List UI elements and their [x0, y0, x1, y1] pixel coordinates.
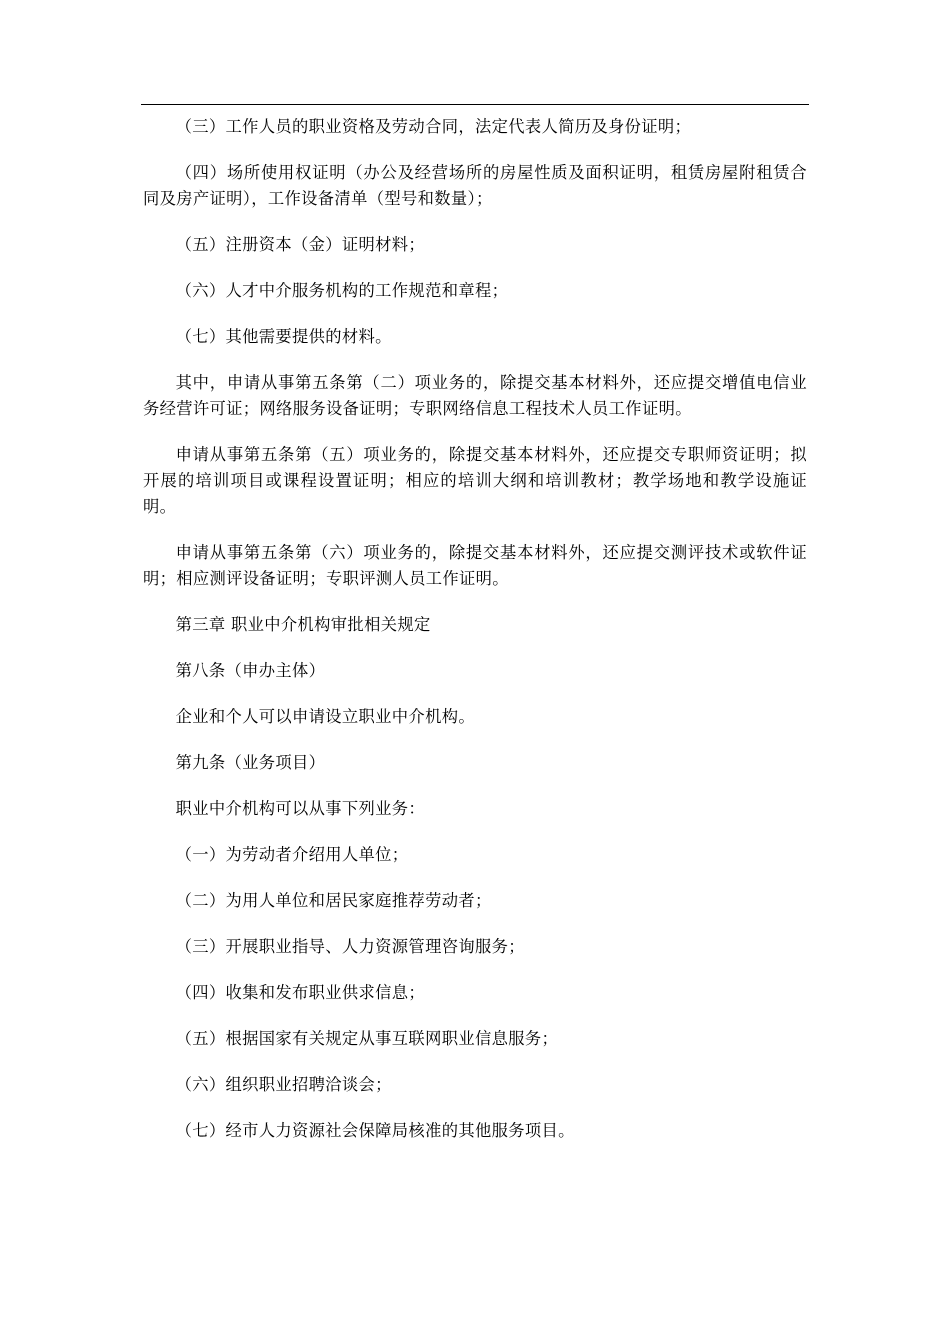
list-item: （七）经市人力资源社会保障局核准的其他服务项目。 [175, 1121, 575, 1140]
article-heading: 第九条（业务项目） [175, 753, 326, 772]
paragraph: （五）注册资本（金）证明材料； [175, 235, 426, 254]
paragraph: 企业和个人可以申请设立职业中介机构。 [175, 707, 475, 726]
paragraph: （六）人才中介服务机构的工作规范和章程； [175, 281, 509, 300]
list-item: （五）根据国家有关规定从事互联网职业信息服务； [175, 1029, 559, 1048]
list-item: （一）为劳动者介绍用人单位； [175, 845, 409, 864]
list-item: （六）组织职业招聘洽谈会； [175, 1075, 392, 1094]
chapter-heading: 第三章 职业中介机构审批相关规定 [175, 615, 431, 634]
paragraph: （七）其他需要提供的材料。 [175, 327, 392, 346]
header-rule [141, 104, 809, 105]
paragraph: 申请从事第五条第（五）项业务的，除提交基本材料外，还应提交专职师资证明；拟开展的培训项目或课程设置证明；相应的培训大纲和培训教材；教学场地和教学设施证明。 [143, 445, 807, 516]
paragraph: （四）场所使用权证明（办公及经营场所的房屋性质及面积证明，租赁房屋附租赁合同及房产证明），工作设备清单（型号和数量）； [143, 163, 807, 208]
document-body [143, 114, 807, 1144]
article-heading: 第八条（申办主体） [175, 661, 326, 680]
list-item: （三）开展职业指导、人力资源管理咨询服务； [175, 937, 525, 956]
paragraph: 职业中介机构可以从事下列业务： [175, 799, 426, 818]
paragraph: 申请从事第五条第（六）项业务的，除提交基本材料外，还应提交测评技术或软件证明；相应测评设备证明；专职评测人员工作证明。 [143, 543, 807, 588]
list-item: （二）为用人单位和居民家庭推荐劳动者； [175, 891, 492, 910]
list-item: （四）收集和发布职业供求信息； [175, 983, 426, 1002]
paragraph: （三）工作人员的职业资格及劳动合同，法定代表人简历及身份证明； [175, 117, 692, 136]
paragraph: 其中，申请从事第五条第（二）项业务的，除提交基本材料外，还应提交增值电信业务经营许可证；网络服务设备证明；专职网络信息工程技术人员工作证明。 [143, 373, 807, 418]
